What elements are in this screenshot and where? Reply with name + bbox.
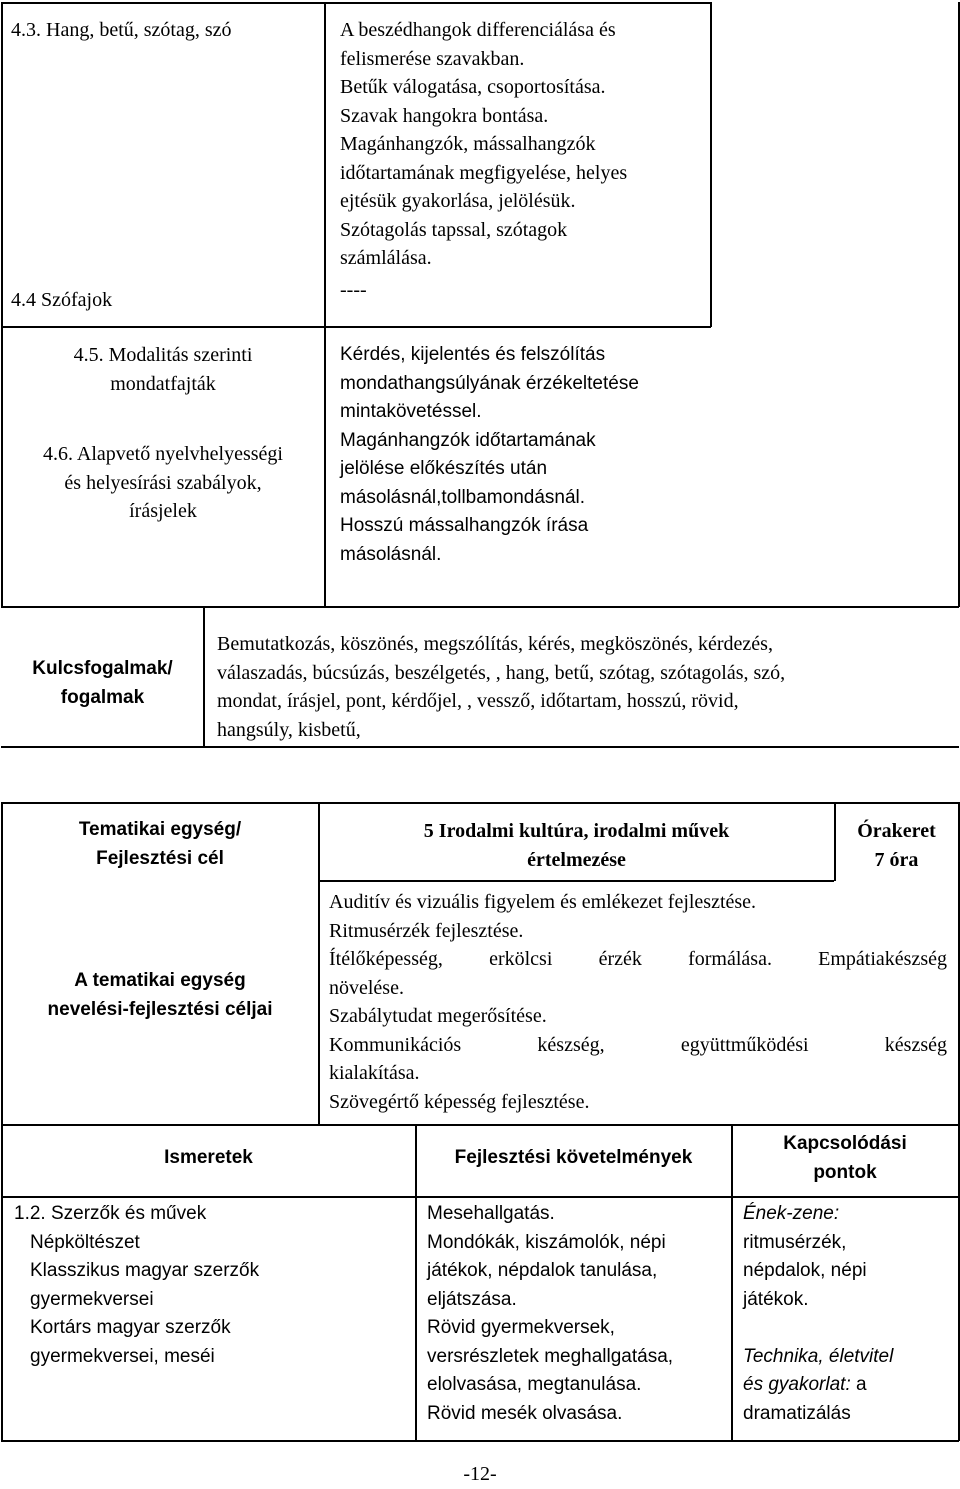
unit-title: 5 Irodalmi kultúra, irodalmi művek értelmezése [423, 820, 730, 871]
requirements-list: Mesehallgatás. Mondókák, kiszámolók, népi játékok, népdalok tanulása, eljátszása. Rövid gyermekversek, versrészletek meghallgatása, elolvasása, megtanulása. Rövid mesék olvasása. [427, 1203, 674, 1424]
content-4-3: A beszédhangok differenciálása és felismerése szavakban. Betűk válogatása, csoportosítása. Szavak hangokra bontása. Magánhangzók, mássalhangzók időtartamának megfigyelése, helyes ejtésük gyakorlása, jelölésük. Szótagolás tapssal, szótagok számlálása. [340, 19, 628, 269]
topic-4-3: 4.3. Hang, betű, szótag, szó [11, 19, 232, 41]
link-tech-label: Technika, életvitel [743, 1345, 894, 1367]
hours-label: Órakeret [857, 820, 936, 842]
content-4-4: ---- [340, 279, 367, 301]
topic-4-5: 4.5. Modalitás szerinti mondatfajták [73, 344, 253, 395]
goals-label: A tematikai egység nevelési-fejlesztési céljai [47, 970, 273, 1020]
keywords-list: Bemutatkozás, köszönés, megszólítás, kérés, megköszönés, kérdezés, válaszadás, búcsúzás, beszélgetés, , hang, betű, szótag, szótagolás, szó, mondat, írásjel, pont, kérdőjel, , vessző, időtartam, hosszú, rövid, hangsúly, kisbetű, [217, 633, 786, 741]
hours-value: 7 óra [874, 848, 919, 871]
goals-text: Auditív és vizuális figyelem és emlékezet fejlesztése. Ritmusérzék fejlesztése. Ítélőképesség, erkölcsi érzék formálása. Empátiakészség növelése. Szabálytudat megerősítése. Kommunikációs készség, együttműködési készség kialakítása. Szövegértő képesség fejlesztése. [329, 891, 947, 1113]
links-list: Ének-zene: ritmusérzék, népdalok, népi játékok. Technika, életvitel és gyakorlat: a dramatizálás [743, 1200, 893, 1428]
content-4-5-4-6: Kérdés, kijelentés és felszólítás mondathangsúlyának érzékeltetése mintakövetéssel. Magánhangzók időtartamának jelölése előkészítés után másolásnál,tollbamondásnál. Hosszú mássalhangzók írása másolásnál. [340, 344, 639, 565]
topic-4-6: 4.6. Alapvető nyelvhelyességi és helyesírási szabályok, írásjelek [43, 443, 283, 522]
topic-4-4: 4.4 Szófajok [11, 289, 113, 311]
keywords-label: Kulcsfogalmak/ fogalmak [32, 658, 173, 708]
column-header-links: Kapcsolódási pontok [783, 1133, 907, 1183]
column-header-requirements: Fejlesztési követelmények [454, 1147, 693, 1168]
unit-header-label: Tematikai egység/ Fejlesztési cél [78, 819, 242, 869]
link-music-label: Ének-zene: [743, 1203, 840, 1224]
column-header-knowledge: Ismeretek [164, 1147, 253, 1168]
knowledge-list: 1.2. Szerzők és művek Népköltészet Klasszikus magyar szerzők gyermekversei Kortárs magyar szerzők gyermekversei, meséi [14, 1203, 260, 1367]
page-number: -12- [463, 1463, 497, 1485]
hours-frame [835, 817, 958, 874]
